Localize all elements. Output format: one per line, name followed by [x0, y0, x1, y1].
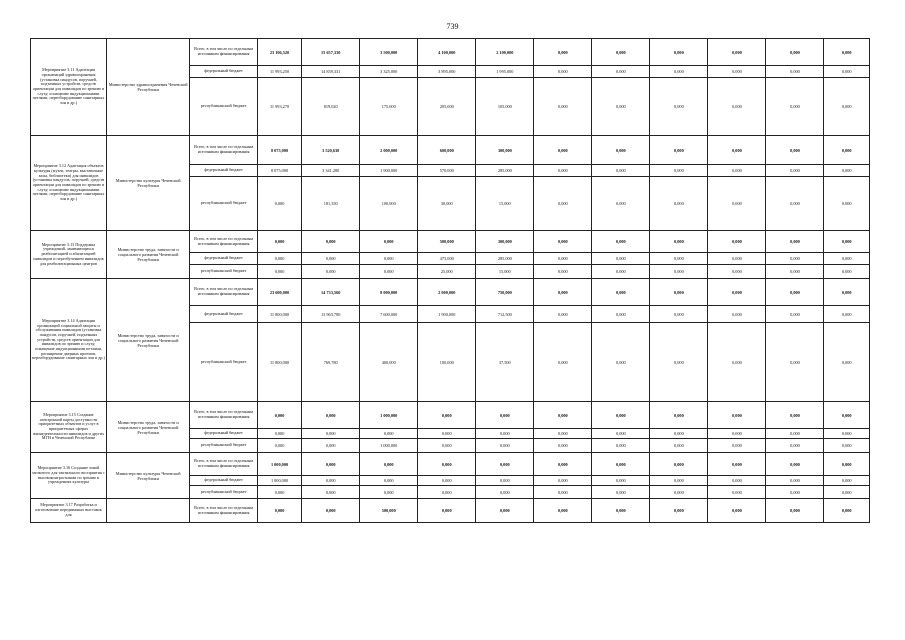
event-name-cell: Мероприятие 3.12 Адаптация объектов культуры (музеи, театры, выставочные залы, библиотеки) для инвалидов (установка пандусов, поручней, средств ориентации для инвалидов по зрению и слуху, оснащение индукционными петлями, переоборудование санитарных зон и др.): [31, 136, 107, 231]
amount-cell: 0,000: [824, 265, 870, 279]
amount-cell: 0,000: [534, 323, 592, 402]
amount-cell: 0,000: [360, 486, 418, 499]
amount-cell: 0,000: [360, 231, 418, 253]
amount-cell: 0,000: [592, 429, 650, 439]
amount-cell: 1 995,000: [476, 66, 534, 78]
amount-cell: 0,000: [418, 499, 476, 523]
amount-cell: 0,000: [418, 486, 476, 499]
amount-cell: 0,000: [534, 306, 592, 323]
amount-cell: 0,000: [824, 253, 870, 265]
amount-cell: 0,000: [592, 231, 650, 253]
amount-cell: 23 106,520: [257, 39, 301, 66]
executor-cell: [106, 499, 189, 523]
amount-cell: 0,000: [708, 476, 766, 486]
amount-cell: 0,000: [592, 177, 650, 231]
funding-source-cell: федеральный бюджет: [190, 66, 258, 78]
amount-cell: 0,000: [476, 476, 534, 486]
amount-cell: 0,000: [650, 66, 708, 78]
page-number: 739: [446, 22, 459, 31]
amount-cell: 0,000: [708, 253, 766, 265]
amount-cell: 0,000: [360, 453, 418, 476]
amount-cell: 0,000: [534, 165, 592, 177]
amount-cell: 0,000: [650, 136, 708, 165]
amount-cell: 0,000: [766, 439, 824, 453]
amount-cell: 0,000: [766, 78, 824, 136]
amount-cell: 0,000: [592, 453, 650, 476]
amount-cell: 0,000: [650, 78, 708, 136]
amount-cell: 14 839,331: [302, 66, 360, 78]
event-name-cell: Мероприятие 3.11 Адаптация организаций здравоохранения (установка пандусов, поручней, подъемных устройств, средств ориентации для инвалидов по зрению и слуху, оснащение индукционными петлями, переоборудование санитарных зон и др.): [31, 39, 107, 136]
amount-cell: 0,000: [824, 306, 870, 323]
amount-cell: 0,000: [257, 265, 301, 279]
amount-cell: 0,000: [302, 253, 360, 265]
amount-cell: 2 000,000: [418, 279, 476, 306]
amount-cell: 0,000: [534, 429, 592, 439]
amount-cell: 0,000: [708, 279, 766, 306]
funding-source-cell: федеральный бюджет: [190, 306, 258, 323]
amount-cell: 0,000: [766, 66, 824, 78]
amount-cell: 0,000: [592, 66, 650, 78]
amount-cell: 105,000: [476, 78, 534, 136]
amount-cell: 0,000: [592, 499, 650, 523]
amount-cell: 0,000: [257, 177, 301, 231]
amount-cell: 0,000: [650, 231, 708, 253]
amount-cell: 0,000: [650, 265, 708, 279]
amount-cell: 0,000: [824, 323, 870, 402]
amount-cell: 0,000: [824, 453, 870, 476]
amount-cell: 0,000: [650, 165, 708, 177]
amount-cell: 30,000: [418, 177, 476, 231]
amount-cell: 0,000: [534, 253, 592, 265]
amount-cell: 0,000: [766, 306, 824, 323]
amount-cell: 0,000: [708, 136, 766, 165]
amount-cell: 0,000: [534, 136, 592, 165]
funding-source-cell: республиканский бюджет: [190, 439, 258, 453]
amount-cell: 0,000: [302, 439, 360, 453]
amount-cell: 750,000: [476, 279, 534, 306]
amount-cell: 0,000: [534, 39, 592, 66]
table-row: [31, 499, 870, 523]
amount-cell: 0,000: [592, 306, 650, 323]
funding-source-cell: федеральный бюджет: [190, 165, 258, 177]
funding-source-cell: республиканский бюджет: [190, 265, 258, 279]
amount-cell: 300,000: [476, 136, 534, 165]
amount-cell: 0,000: [708, 323, 766, 402]
amount-cell: 819,020: [302, 78, 360, 136]
funding-source-cell: Всего, в том числе по отдельным источникам финансирования: [190, 279, 258, 306]
amount-cell: 400,000: [360, 323, 418, 402]
table-row: [31, 402, 870, 429]
amount-cell: 0,000: [257, 499, 301, 523]
amount-cell: 0,000: [824, 165, 870, 177]
amount-cell: 285,000: [476, 165, 534, 177]
amount-cell: 0,000: [650, 39, 708, 66]
amount-cell: 0,000: [824, 402, 870, 429]
amount-cell: 0,000: [650, 439, 708, 453]
funding-source-cell: Всего, в том числе по отдельным источникам финансирования: [190, 453, 258, 476]
amount-cell: 0,000: [534, 177, 592, 231]
amount-cell: 0,000: [302, 402, 360, 429]
amount-cell: 0,000: [302, 429, 360, 439]
amount-cell: 0,000: [650, 306, 708, 323]
funding-source-cell: федеральный бюджет: [190, 253, 258, 265]
amount-cell: 15,000: [476, 265, 534, 279]
amount-cell: 0,000: [592, 476, 650, 486]
amount-cell: 0,000: [418, 439, 476, 453]
budget-table: [30, 38, 870, 523]
amount-cell: 0,000: [708, 265, 766, 279]
amount-cell: 0,000: [534, 66, 592, 78]
funding-source-cell: Всего, в том числе по отдельным источникам финансирования: [190, 499, 258, 523]
amount-cell: 0,000: [824, 439, 870, 453]
funding-source-cell: республиканский бюджет: [190, 78, 258, 136]
amount-cell: 0,000: [302, 265, 360, 279]
amount-cell: 0,000: [592, 486, 650, 499]
amount-cell: 0,000: [302, 499, 360, 523]
amount-cell: 0,000: [534, 439, 592, 453]
amount-cell: 0,000: [592, 136, 650, 165]
amount-cell: 0,000: [766, 402, 824, 429]
amount-cell: 0,000: [476, 402, 534, 429]
amount-cell: 0,000: [766, 165, 824, 177]
executor-cell: Министерство культуры Чеченской Республики: [106, 136, 189, 231]
amount-cell: 769,780: [302, 323, 360, 402]
amount-cell: 500,000: [418, 231, 476, 253]
amount-cell: 0,000: [650, 253, 708, 265]
funding-source-cell: республиканский бюджет: [190, 323, 258, 402]
funding-source-cell: федеральный бюджет: [190, 476, 258, 486]
amount-cell: 0,000: [708, 402, 766, 429]
amount-cell: 0,000: [650, 453, 708, 476]
amount-cell: 8 075,000: [257, 136, 301, 165]
amount-cell: 0,000: [592, 253, 650, 265]
amount-cell: 175,000: [360, 78, 418, 136]
amount-cell: 0,000: [418, 402, 476, 429]
amount-cell: 0,000: [302, 231, 360, 253]
amount-cell: 0,000: [824, 39, 870, 66]
funding-source-cell: Всего, в том числе по отдельным источникам финансирования: [190, 231, 258, 253]
amount-cell: 0,000: [824, 78, 870, 136]
funding-source-cell: федеральный бюджет: [190, 429, 258, 439]
amount-cell: 0,000: [257, 253, 301, 265]
amount-cell: 0,000: [534, 476, 592, 486]
amount-cell: 0,000: [418, 453, 476, 476]
amount-cell: 14 733,560: [302, 279, 360, 306]
executor-cell: Министерство культуры Чеченской Республики: [106, 453, 189, 499]
executor-cell: Министерство труда, занятости и социального развития Чеченской Республики: [106, 402, 189, 453]
amount-cell: 570,000: [418, 165, 476, 177]
amount-cell: 0,000: [360, 476, 418, 486]
amount-cell: 0,000: [592, 439, 650, 453]
amount-cell: 0,000: [534, 453, 592, 476]
executor-cell: Министерство труда, занятости и социального развития Чеченской Республики: [106, 231, 189, 279]
amount-cell: 0,000: [708, 486, 766, 499]
amount-cell: 0,000: [766, 231, 824, 253]
amount-cell: 23 600,000: [257, 279, 301, 306]
amount-cell: 0,000: [418, 476, 476, 486]
amount-cell: 0,000: [708, 499, 766, 523]
amount-cell: 0,000: [476, 486, 534, 499]
funding-source-cell: Всего, в том числе по отдельным источникам финансирования: [190, 402, 258, 429]
amount-cell: 1 000,000: [257, 453, 301, 476]
table-row: [31, 453, 870, 476]
amount-cell: 0,000: [534, 486, 592, 499]
amount-cell: 0,000: [766, 279, 824, 306]
amount-cell: 0,000: [824, 279, 870, 306]
amount-cell: 100,000: [418, 323, 476, 402]
funding-source-cell: республиканский бюджет: [190, 177, 258, 231]
funding-source-cell: Всего, в том числе по отдельным источникам финансирования: [190, 136, 258, 165]
amount-cell: 37,500: [476, 323, 534, 402]
amount-cell: 0,000: [650, 499, 708, 523]
amount-cell: 0,000: [824, 429, 870, 439]
amount-cell: 0,000: [766, 476, 824, 486]
amount-cell: 0,000: [534, 78, 592, 136]
amount-cell: 7 600,000: [360, 306, 418, 323]
amount-cell: 1 000,000: [360, 402, 418, 429]
amount-cell: 475,000: [418, 253, 476, 265]
funding-source-cell: Всего, в том числе по отдельным источникам финансирования: [190, 39, 258, 66]
table-row: [31, 39, 870, 66]
amount-cell: 0,000: [766, 429, 824, 439]
amount-cell: 300,000: [476, 231, 534, 253]
amount-cell: 0,000: [360, 265, 418, 279]
amount-cell: 0,000: [766, 177, 824, 231]
table-row: [31, 231, 870, 253]
amount-cell: 0,000: [766, 136, 824, 165]
amount-cell: 0,000: [650, 429, 708, 439]
amount-cell: 8 000,000: [360, 279, 418, 306]
amount-cell: 11 800,000: [257, 306, 301, 323]
amount-cell: 0,000: [708, 165, 766, 177]
amount-cell: 0,000: [708, 453, 766, 476]
amount-cell: 0,000: [766, 323, 824, 402]
amount-cell: 0,000: [766, 499, 824, 523]
amount-cell: 11 993,250: [257, 66, 301, 78]
amount-cell: 25,000: [418, 265, 476, 279]
amount-cell: 1 900,000: [360, 165, 418, 177]
amount-cell: 0,000: [708, 39, 766, 66]
amount-cell: 3 325,000: [360, 66, 418, 78]
table-row: [31, 136, 870, 165]
amount-cell: 0,000: [302, 476, 360, 486]
amount-cell: 0,000: [592, 39, 650, 66]
amount-cell: 285,000: [476, 253, 534, 265]
amount-cell: 0,000: [360, 253, 418, 265]
amount-cell: 15,000: [476, 177, 534, 231]
amount-cell: 0,000: [650, 279, 708, 306]
amount-cell: 0,000: [302, 453, 360, 476]
event-name-cell: Мероприятие 3.14 Адаптация организаций социальной защиты и обслуживания инвалидов (установка пандусов, поручней, подъемных устройств, средств ориентации для инвалидов по зрению и слуху, оснащение индукционными петлями, расширение дверных проемов, переоборудование санитарных зон и др.): [31, 279, 107, 402]
amount-cell: 0,000: [766, 453, 824, 476]
amount-cell: 712,500: [476, 306, 534, 323]
amount-cell: 0,000: [824, 177, 870, 231]
amount-cell: 8 075,000: [257, 165, 301, 177]
amount-cell: 0,000: [302, 486, 360, 499]
amount-cell: 0,000: [766, 39, 824, 66]
amount-cell: 2 000,000: [360, 136, 418, 165]
amount-cell: 0,000: [476, 499, 534, 523]
amount-cell: 0,000: [650, 323, 708, 402]
amount-cell: 0,000: [766, 265, 824, 279]
amount-cell: 0,000: [592, 165, 650, 177]
amount-cell: 4 100,000: [418, 39, 476, 66]
amount-cell: 1 000,000: [360, 439, 418, 453]
amount-cell: 0,000: [766, 486, 824, 499]
amount-cell: 600,000: [418, 136, 476, 165]
amount-cell: 0,000: [708, 439, 766, 453]
amount-cell: 11 800,000: [257, 323, 301, 402]
amount-cell: 0,000: [708, 429, 766, 439]
executor-cell: Министерство здравоохранения Чеченской Республики: [106, 39, 189, 136]
amount-cell: 0,000: [824, 499, 870, 523]
amount-cell: 0,000: [708, 231, 766, 253]
amount-cell: 0,000: [534, 279, 592, 306]
amount-cell: 11 993,270: [257, 78, 301, 136]
amount-cell: 13 963,780: [302, 306, 360, 323]
amount-cell: 0,000: [824, 486, 870, 499]
amount-cell: 0,000: [824, 136, 870, 165]
amount-cell: 500,000: [360, 499, 418, 523]
amount-cell: 0,000: [650, 402, 708, 429]
amount-cell: 0,000: [418, 429, 476, 439]
event-name-cell: Мероприятие 3.13 Поддержка учреждений, занимающихся реабилитацией и абилитацией инвалидов и переобучением инвалидов для реабилитационных центров: [31, 231, 107, 279]
amount-cell: 0,000: [257, 402, 301, 429]
amount-cell: 0,000: [534, 499, 592, 523]
executor-cell: Министерство труда, занятости и социального развития Чеченской Республики: [106, 279, 189, 402]
amount-cell: 3 895,000: [418, 66, 476, 78]
table-row: [31, 279, 870, 306]
amount-cell: 0,000: [708, 66, 766, 78]
funding-source-cell: республиканский бюджет: [190, 486, 258, 499]
amount-cell: 0,000: [476, 453, 534, 476]
amount-cell: 0,000: [824, 66, 870, 78]
amount-cell: 0,000: [257, 429, 301, 439]
amount-cell: 0,000: [534, 402, 592, 429]
event-name-cell: Мероприятие 3.16 Создание зоной мелкотого для тактильного восприятия с высококонтрастными по зрению в учреждениях культуры: [31, 453, 107, 499]
amount-cell: 1 000,000: [257, 476, 301, 486]
amount-cell: 0,000: [650, 177, 708, 231]
amount-cell: 0,000: [592, 323, 650, 402]
amount-cell: 181,350: [302, 177, 360, 231]
amount-cell: 0,000: [650, 476, 708, 486]
amount-cell: 0,000: [592, 402, 650, 429]
amount-cell: 0,000: [824, 476, 870, 486]
amount-cell: 3 500,000: [360, 39, 418, 66]
amount-cell: 0,000: [708, 306, 766, 323]
amount-cell: 0,000: [257, 231, 301, 253]
amount-cell: 1 900,000: [418, 306, 476, 323]
amount-cell: 0,000: [592, 78, 650, 136]
amount-cell: 0,000: [708, 177, 766, 231]
amount-cell: 0,000: [766, 253, 824, 265]
amount-cell: 100,000: [360, 177, 418, 231]
amount-cell: 0,000: [534, 265, 592, 279]
amount-cell: 0,000: [476, 439, 534, 453]
amount-cell: 0,000: [824, 231, 870, 253]
event-name-cell: Мероприятие 3.17 Разработка и изготовление передвижных выставок для: [31, 499, 107, 523]
amount-cell: 0,000: [360, 429, 418, 439]
amount-cell: 205,000: [418, 78, 476, 136]
amount-cell: 3 341,280: [302, 165, 360, 177]
amount-cell: 0,000: [476, 429, 534, 439]
amount-cell: 0,000: [534, 231, 592, 253]
event-name-cell: Мероприятие 3.15 Создание электронной карты доступности приоритетных объектов и услуг в приоритетных сферах жизнедеятельности инвалидов и других МГН в Чеченской Республике: [31, 402, 107, 453]
amount-cell: 0,000: [708, 78, 766, 136]
amount-cell: 0,000: [592, 265, 650, 279]
amount-cell: 0,000: [257, 439, 301, 453]
amount-cell: 2 100,000: [476, 39, 534, 66]
amount-cell: 15 657,330: [302, 39, 360, 66]
amount-cell: 0,000: [592, 279, 650, 306]
amount-cell: 3 520,630: [302, 136, 360, 165]
amount-cell: 0,000: [650, 486, 708, 499]
amount-cell: 0,000: [257, 486, 301, 499]
